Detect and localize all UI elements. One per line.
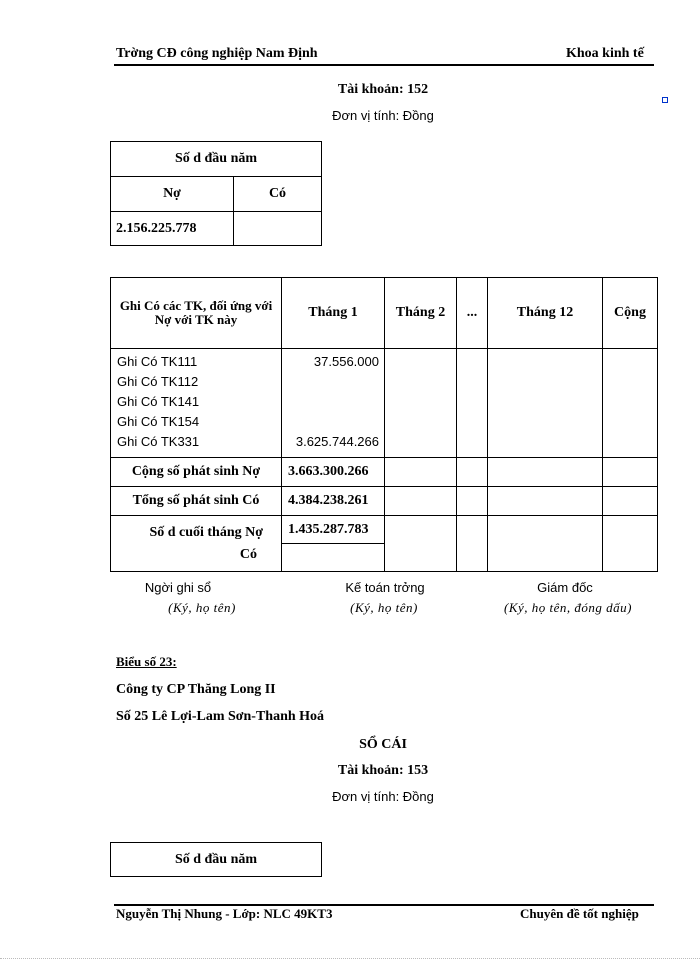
closing-debit-label: Số d cuối tháng Nợ <box>149 524 263 540</box>
entries-month1 <box>282 349 385 458</box>
entry-label: Ghi Có TK331 <box>117 434 200 449</box>
entry-month1-value <box>282 412 379 432</box>
entry-label: Ghi Có TK154 <box>117 414 200 429</box>
total-debit-month1: 3.663.300.266 <box>282 458 385 487</box>
header-left: Trờng CĐ công nghiệp Nam Định <box>116 46 318 61</box>
entry-label: Ghi Có TK141 <box>117 394 200 409</box>
col-header-dots: ... <box>457 278 488 349</box>
signature-bookkeeper-sub: (Ký, họ tên) <box>168 600 236 615</box>
header-rule <box>114 64 654 66</box>
entries-labels <box>111 349 282 458</box>
form-number: Biểu số 23: <box>116 654 177 669</box>
col-header-month2: Tháng 2 <box>385 278 457 349</box>
total-debit-label: Cộng số phát sinh Nợ <box>111 458 282 487</box>
company-address: Số 25 Lê Lợi-Lam Sơn-Thanh Hoá <box>116 709 325 724</box>
footer-right: Chuyên đề tốt nghiệp <box>520 906 639 921</box>
unit-label-1: Đơn vị tính: Đồng <box>332 108 434 123</box>
entry-label: Ghi Có TK112 <box>117 374 199 389</box>
entry-month1-value <box>282 372 379 392</box>
signature-director-title: Giám đốc <box>537 580 593 595</box>
opening-title-2: Số d đầu năm <box>111 843 322 877</box>
opening-debit-label: Nợ <box>111 177 234 212</box>
footer-left: Nguyễn Thị Nhung - Lớp: NLC 49KT3 <box>116 906 333 921</box>
ledger-title: SỔ CÁI <box>359 737 407 752</box>
account-153-title: Tài khoản: 153 <box>337 763 429 778</box>
closing-balance-cell <box>111 516 282 572</box>
closing-debit-month1: 1.435.287.783 <box>282 516 385 544</box>
col-header-desc: Ghi Có các TK, đối ứng với Nợ với TK này <box>111 278 282 349</box>
opening-credit-label: Có <box>234 177 322 212</box>
unit-label-2: Đơn vị tính: Đồng <box>332 789 434 804</box>
company-name: Công ty CP Thăng Long II <box>116 682 276 697</box>
col-header-month1: Tháng 1 <box>282 278 385 349</box>
total-credit-label: Tổng số phát sinh Có <box>111 487 282 516</box>
col-header-total: Cộng <box>603 278 658 349</box>
page-edge <box>0 958 700 959</box>
header-right: Khoa kinh tế <box>566 46 644 61</box>
signature-chief-accountant-title: Kế toán trởng <box>345 580 425 595</box>
opening-debit-value: 2.156.225.778 <box>111 212 234 246</box>
opening-title: Số d đầu năm <box>111 142 322 177</box>
opening-credit-value <box>234 212 322 246</box>
opening-balance-table-2 <box>110 842 322 877</box>
col-header-month12: Tháng 12 <box>488 278 603 349</box>
account-152-title: Tài khoản: 152 <box>337 82 429 97</box>
closing-credit-label: Có <box>239 546 257 562</box>
entry-month1-value: 3.625.744.266 <box>295 434 379 449</box>
ledger-table <box>110 277 658 572</box>
opening-balance-table <box>110 141 322 246</box>
total-credit-month1: 4.384.238.261 <box>282 487 385 516</box>
entry-label: Ghi Có TK111 <box>117 354 198 369</box>
signature-chief-accountant-sub: (Ký, họ tên) <box>350 600 418 615</box>
entry-month1-value <box>282 392 379 412</box>
signature-director-sub: (Ký, họ tên, đóng dấu) <box>504 600 632 615</box>
closing-credit-month1 <box>282 544 385 572</box>
entry-month1-value: 37.556.000 <box>313 354 379 369</box>
signature-bookkeeper-title: Ngời ghi sổ <box>144 580 212 595</box>
